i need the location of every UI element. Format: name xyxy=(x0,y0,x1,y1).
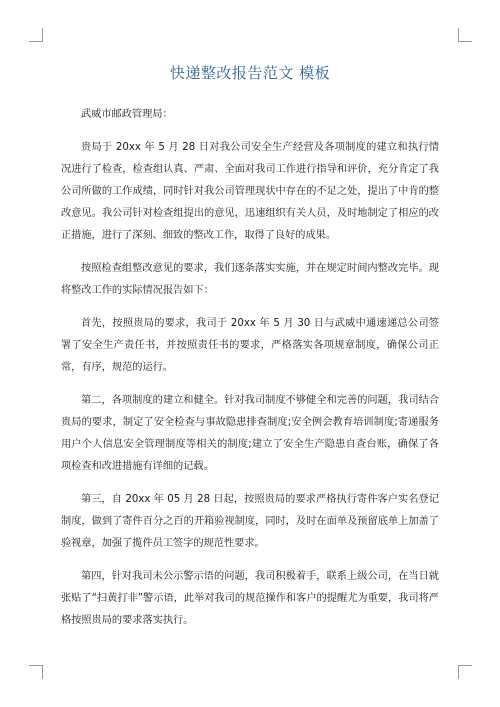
salutation: 武威市邮政管理局： xyxy=(81,109,173,120)
crop-mark-top-left-v xyxy=(42,28,43,42)
document-body xyxy=(61,104,439,643)
crop-mark-bottom-left-v xyxy=(42,665,43,679)
crop-mark-bottom-left-h xyxy=(29,665,43,666)
paragraph-4: 第二，各项制度的建立和健全。针对我司制度不够健全和完善的问题，我司结合贵局的要求，制定了安全检查与事故隐患排查制度;安全例会教育培训制度;寄递服务用户个人信息安全管理制度等相关的制度;建立了安全生产隐患自查台账，确保了各项检查和改进措施有详细的记载。 xyxy=(61,395,439,472)
crop-mark-bottom-right-h xyxy=(458,665,472,666)
paragraph-2: 按照检查组整改意见的要求，我们逐条落实实施，并在规定时间内整改完毕。现将整改工作的实际情况报告如下： xyxy=(61,263,439,296)
paragraph-1: 贵局于 20xx 年 5 月 28 日对我公司安全生产经营及各项制度的建立和执行情况进行了检查，检查组认真、严肃、全面对我司工作进行指导和评价，充分肯定了我公司所做的工作成绩，同时针对我公司管理现状中存在的不足之处，提出了中肯的整改意见。我公司针对检查组提出的意见，迅速组织有关人员，及时地制定了相应的改正措施，进行了深刻、细致的整改工作，取得了良好的成果。 xyxy=(61,142,439,241)
crop-mark-top-left-h xyxy=(29,41,43,42)
paragraph-5: 第三，自 20xx 年 05 月 28 日起，按照贵局的要求严格执行寄件客户实名登记制度，做到了寄件百分之百的开箱验视制度，同时，及时在面单及预留底单上加盖了验视章，加强了揽件员工签字的规范性要求。 xyxy=(61,494,439,549)
crop-mark-top-right-h xyxy=(458,41,472,42)
paragraph-3: 首先，按照贵局的要求，我司于 20xx 年 5 月 30 日与武威中通速递总公司签署了安全生产责任书，并按照责任书的要求，严格落实各项规章制度，确保公司正常，有序，规范的运行。 xyxy=(61,318,439,373)
document-title: 快递整改报告范文 模板 xyxy=(169,64,331,82)
crop-mark-bottom-right-v xyxy=(458,665,459,679)
paragraph-6: 第四，针对我司未公示警示语的问题，我司积极着手，联系上级公司，在当日就张贴了“扫黄打非”警示语，此举对我司的规范操作和客户的提醒尤为重要，我司将严格按照贵局的要求落实执行。 xyxy=(61,571,439,626)
crop-mark-top-right-v xyxy=(458,28,459,42)
